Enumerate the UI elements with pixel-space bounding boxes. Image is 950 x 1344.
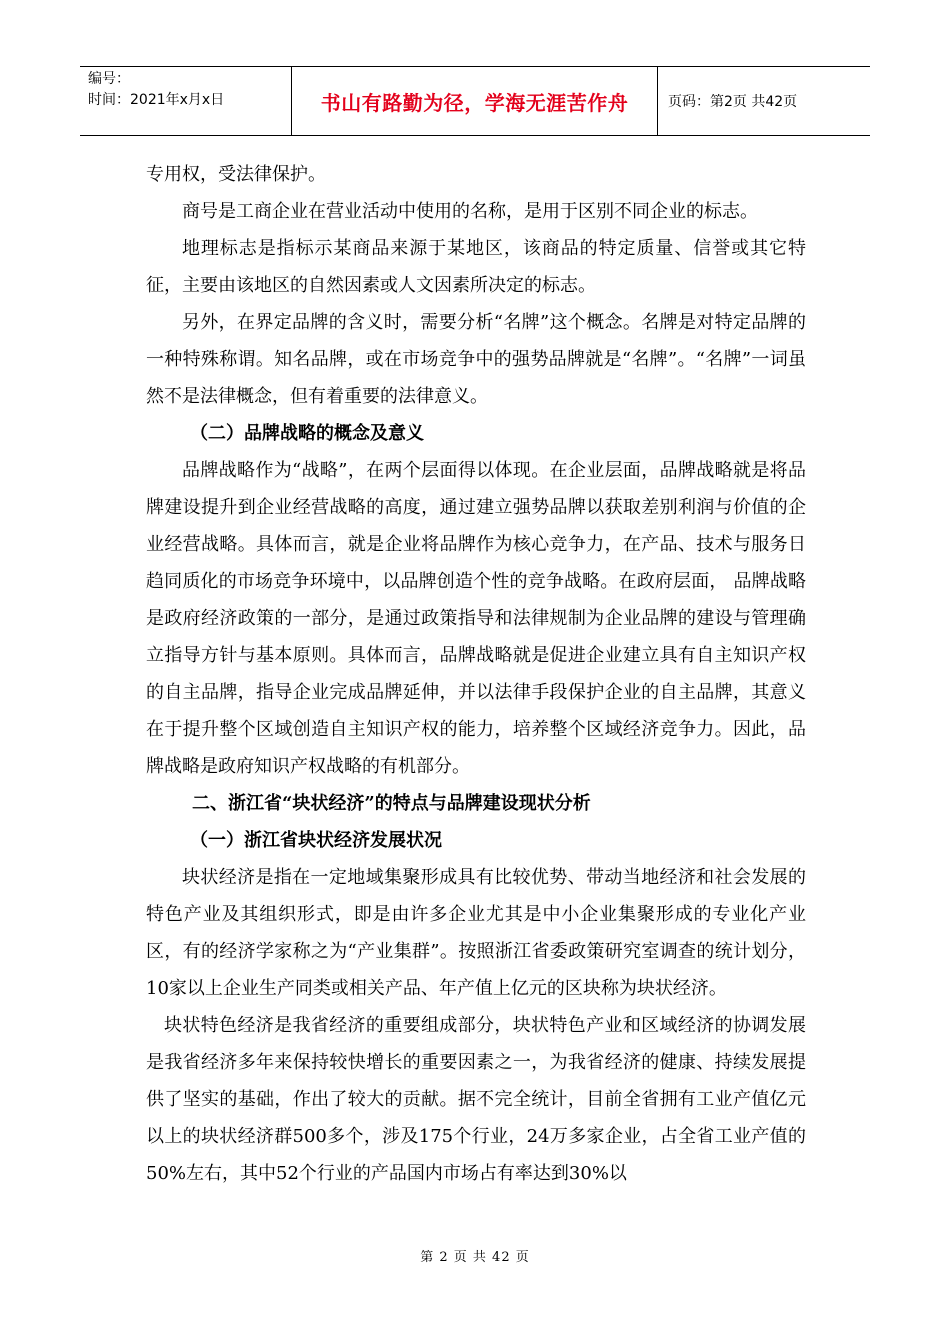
body-paragraph: 块状经济是指在一定地域集聚形成具有比较优势、带动当地经济和社会发展的特色产业及其组织形式，即是由许多企业尤其是中小企业集聚形成的专业化产业区，有的经济学家称之为“产业集群”。按照浙江省委政策研究室调查的统计划分，10家以上企业生产同类或相关产品、年产值上亿元的区块称为块状经济。	[146, 867, 806, 999]
body-paragraph: 专用权，受法律保护。	[146, 164, 326, 185]
subsection-heading: （一）浙江省块状经济发展状况	[190, 830, 442, 851]
document-header	[80, 66, 870, 136]
body-paragraph: 商号是工商企业在营业活动中使用的名称，是用于区别不同企业的标志。	[182, 201, 758, 222]
section-heading: 二、浙江省“块状经济”的特点与品牌建设现状分析	[192, 793, 591, 814]
document-body	[146, 156, 806, 1192]
body-paragraph: 地理标志是指标示某商品来源于某地区，该商品的特定质量、信誉或其它特征，主要由该地区的自然因素或人文因素所决定的标志。	[146, 238, 806, 296]
header-page-label: 页码：第2页 共42页	[658, 67, 871, 136]
header-meta-cell	[80, 67, 292, 136]
body-paragraph: 块状特色经济是我省经济的重要组成部分，块状特色产业和区域经济的协调发展是我省经济多年来保持较快增长的重要因素之一，为我省经济的健康、持续发展提供了坚实的基础，作出了较大的贡献。据不完全统计，目前全省拥有工业产值亿元以上的块状经济群500多个，涉及175个行业，24万多家企业，占全省工业产值的50%左右，其中52个行业的产品国内市场占有率达到30%以	[146, 1015, 806, 1184]
body-paragraph: 品牌战略作为“战略”，在两个层面得以体现。在企业层面，品牌战略就是将品牌建设提升到企业经营战略的高度，通过建立强势品牌以获取差别利润与价值的企业经营战略。具体而言，就是企业将品牌作为核心竞争力，在产品、技术与服务日趋同质化的市场竞争环境中，以品牌创造个性的竞争战略。在政府层面， 品牌战略是政府经济政策的一部分，是通过政策指导和法律规制为企业品牌的建设与管理确立指导方针与基本原则。具体而言，品牌战略就是促进企业建立具有自主知识产权的自主品牌，指导企业完成品牌延伸，并以法律手段保护企业的自主品牌，其意义在于提升整个区域创造自主知识产权的能力，培养整个区域经济竞争力。因此，品牌战略是政府知识产权战略的有机部分。	[146, 460, 806, 777]
subsection-heading: （二）品牌战略的概念及意义	[190, 423, 424, 444]
document-number-label: 编号：	[88, 71, 130, 87]
header-motto: 书山有路勤为径，学海无涯苦作舟	[292, 67, 658, 136]
body-paragraph: 另外，在界定品牌的含义时，需要分析“名牌”这个概念。名牌是对特定品牌的一种特殊称谓。知名品牌，或在市场竞争中的强势品牌就是“名牌”。“名牌”一词虽然不是法律概念，但有着重要的法律意义。	[146, 312, 806, 407]
document-date-label: 时间：2021年x月x日	[88, 92, 225, 108]
page-footer: 第 2 页 共 42 页	[420, 1250, 530, 1265]
